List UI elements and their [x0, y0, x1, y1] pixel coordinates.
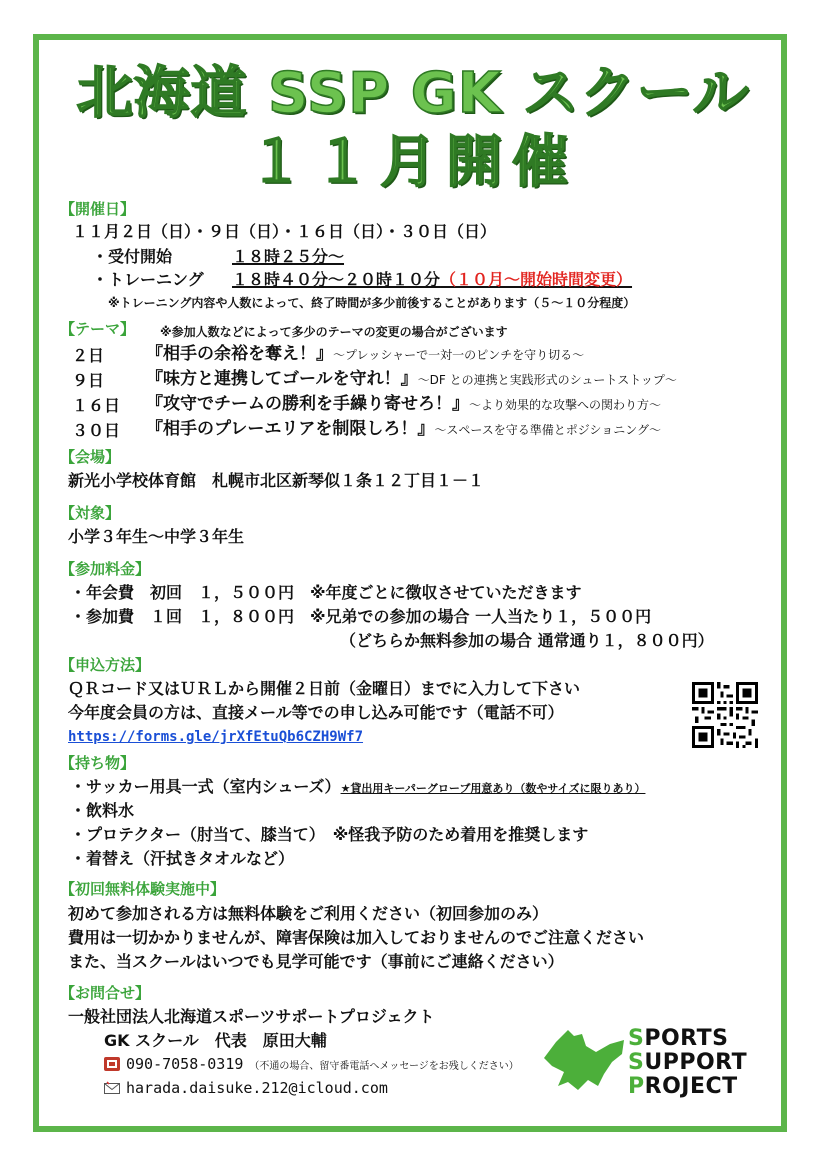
- theme-sub-4: ～スペースを守る準備とポジショニング～: [434, 423, 661, 437]
- apply-line-1: ＱＲコード又はＵＲＬから開催２日前（金曜日）までに入力して下さい: [68, 679, 581, 698]
- target-heading: 【対象】: [60, 504, 121, 522]
- theme-note: ※参加人数などによって多少のテーマの変更の場合がございます: [160, 325, 508, 339]
- theme-row-1: [146, 343, 584, 366]
- contact-email[interactable]: harada.daisuke.212@icloud.com: [126, 1079, 388, 1097]
- logo-line-2: [628, 1052, 747, 1074]
- fee-line-1: ・年会費 初回 １，５００円 ※年度ごとに徴収させていただきます: [70, 583, 582, 602]
- theme-row-4: [146, 418, 661, 441]
- contact-org: 一般社団法人北海道スポーツサポートプロジェクト: [68, 1007, 435, 1026]
- trial-line-2: 費用は一切かかりませんが、障害保険は加入しておりませんのでご注意ください: [68, 928, 645, 947]
- qr-code[interactable]: [692, 682, 758, 748]
- page-subtitle: １１月開催: [248, 130, 578, 195]
- theme-title-2: 『味方と連携してゴールを守れ！』: [146, 369, 418, 389]
- theme-day-3: １６日: [72, 396, 121, 415]
- items-line-1-row: [70, 776, 645, 800]
- trial-line-3: また、当スクールはいつでも見学可能です（事前にご連絡ください）: [68, 952, 564, 971]
- items-line-4: ・着替え（汗拭きタオルなど）: [70, 849, 295, 868]
- apply-url-link[interactable]: https://forms.gle/jrXfEtuQb6CZH9Wf7: [68, 729, 364, 745]
- fee-line-2: ・参加費 １回 １，８００円 ※兄弟での参加の場合 一人当たり１，５００円: [70, 607, 652, 626]
- theme-sub-3: ～より効果的な攻撃への関わり方～: [469, 398, 662, 412]
- contact-phone[interactable]: 090-7058-0319: [126, 1055, 244, 1073]
- theme-day-4: ３０日: [72, 421, 121, 440]
- training-change-note: （１０月～開始時間変更）: [440, 270, 633, 289]
- fee-line-3: （どちらか無料参加の場合 通常通り１，８００円）: [340, 631, 714, 650]
- theme-title-3: 『攻守でチームの勝利を手繰り寄せろ！』: [146, 394, 469, 414]
- items-line-1: ・サッカー用具一式（室内シューズ）: [70, 777, 341, 796]
- contact-phone-row: [104, 1053, 519, 1078]
- theme-sub-2: ～DF との連携と実践形式のシュートストップ～: [417, 373, 677, 387]
- apply-heading: 【申込方法】: [60, 656, 151, 674]
- trial-heading: 【初回無料体験実施中】: [60, 880, 226, 898]
- page-title: 北海道 SSP GK スクール: [76, 61, 750, 126]
- items-line-3: ・プロテクター（肘当て、膝当て） ※怪我予防のため着用を推奨します: [70, 825, 589, 844]
- dates-note: ※トレーニング内容や人数によって、終了時間が多少前後することがあります（５～１０分程度）: [108, 296, 636, 310]
- items-glove-note: ★貸出用キーパーグローブ用意あり（数やサイズに限りあり）: [340, 782, 646, 795]
- venue-text: 新光小学校体育館 札幌市北区新琴似１条１２丁目１－１: [68, 471, 485, 490]
- theme-row-3: [146, 393, 661, 416]
- theme-title-4: 『相手のプレーエリアを制限しろ！』: [146, 419, 435, 439]
- theme-day-1: ２日: [72, 346, 105, 365]
- training-time: １８時４０分～２０時１０分: [232, 270, 441, 289]
- trial-line-1: 初めて参加される方は無料体験をご利用ください（初回参加のみ）: [68, 904, 549, 923]
- reception-label: ・受付開始: [92, 247, 173, 266]
- logo-line-3: [628, 1076, 738, 1098]
- apply-line-2: 今年度会員の方は、直接メール等での申し込み可能です（電話不可）: [68, 703, 564, 722]
- theme-heading: 【テーマ】: [60, 320, 136, 338]
- items-heading: 【持ち物】: [60, 754, 136, 772]
- contact-phone-note: （不通の場合、留守番電話へメッセージをお残しください）: [249, 1061, 519, 1072]
- phone-icon: [104, 1057, 120, 1071]
- theme-day-2: ９日: [72, 371, 105, 390]
- logo-text-3: PROJECT: [628, 1074, 738, 1099]
- logo-line-1: [628, 1028, 729, 1050]
- logo-text-1: SPORTS: [628, 1026, 729, 1051]
- fee-heading: 【参加料金】: [60, 560, 151, 578]
- envelope-icon: [104, 1081, 120, 1095]
- reception-time: １８時２５分～: [232, 247, 345, 266]
- items-line-2: ・飲料水: [70, 801, 135, 820]
- training-label: ・トレーニング: [92, 270, 204, 289]
- theme-sub-1: ～プレッシャーで一対一のピンチを守り切る～: [333, 348, 585, 362]
- contact-rep: GK スクール 代表 原田大輔: [104, 1031, 327, 1050]
- contact-heading: 【お問合せ】: [60, 984, 151, 1002]
- logo-text-2: SUPPORT: [628, 1050, 748, 1075]
- target-text: 小学３年生～中学３年生: [68, 527, 245, 546]
- dates-heading: 【開催日】: [60, 200, 136, 218]
- theme-row-2: [146, 368, 677, 391]
- theme-title-1: 『相手の余裕を奪え！』: [146, 344, 333, 364]
- training-time-row: [232, 269, 632, 291]
- contact-email-row: [104, 1077, 388, 1099]
- venue-heading: 【会場】: [60, 448, 121, 466]
- dates-days: １１月２日（日）・９日（日）・１６日（日）・３０日（日）: [72, 222, 497, 241]
